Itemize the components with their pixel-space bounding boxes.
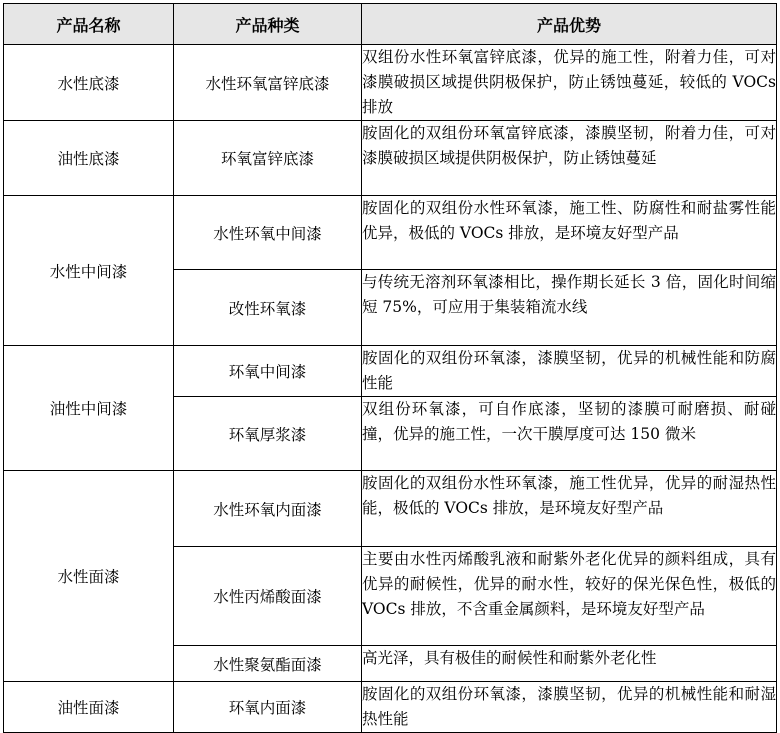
table-row bbox=[4, 121, 777, 196]
table-row bbox=[4, 346, 777, 397]
product-kind-cell: 环氧内面漆 bbox=[174, 682, 362, 733]
product-name-cell: 油性中间漆 bbox=[4, 346, 174, 471]
product-advantage-cell: 胺固化的双组份环氧漆，漆膜坚韧，优异的机械性能和耐湿热性能 bbox=[362, 682, 777, 733]
product-kind-cell: 水性环氧中间漆 bbox=[174, 196, 362, 270]
product-name-cell: 水性底漆 bbox=[4, 45, 174, 121]
header-product-advantage: 产品优势 bbox=[362, 4, 777, 45]
table-row bbox=[4, 45, 777, 121]
product-advantage-cell: 高光泽，具有极佳的耐候性和耐紫外老化性 bbox=[362, 646, 777, 682]
product-table bbox=[3, 3, 777, 733]
product-kind-cell: 环氧中间漆 bbox=[174, 346, 362, 397]
product-kind-cell: 改性环氧漆 bbox=[174, 270, 362, 346]
product-kind-cell: 水性丙烯酸面漆 bbox=[174, 547, 362, 646]
product-advantage-cell: 双组份水性环氧富锌底漆，优异的施工性，附着力佳，可对漆膜破损区域提供阴极保护，防止锈蚀蔓延，较低的 VOCs 排放 bbox=[362, 45, 777, 121]
product-kind-cell: 水性环氧富锌底漆 bbox=[174, 45, 362, 121]
product-kind-cell: 环氧富锌底漆 bbox=[174, 121, 362, 196]
product-name-cell: 油性底漆 bbox=[4, 121, 174, 196]
product-advantage-cell: 主要由水性丙烯酸乳液和耐紫外老化优异的颜料组成，具有优异的耐候性，优异的耐水性，较好的保光保色性，极低的 VOCs 排放，不含重金属颜料，是环境友好型产品 bbox=[362, 547, 777, 646]
header-product-name: 产品名称 bbox=[4, 4, 174, 45]
table-row bbox=[4, 471, 777, 547]
product-name-cell: 水性面漆 bbox=[4, 471, 174, 682]
product-kind-cell: 水性环氧内面漆 bbox=[174, 471, 362, 547]
product-name-cell: 水性中间漆 bbox=[4, 196, 174, 346]
product-advantage-cell: 胺固化的双组份水性环氧漆，施工性优异，优异的耐湿热性能，极低的 VOCs 排放，是环境友好型产品 bbox=[362, 471, 777, 547]
product-kind-cell: 环氧厚浆漆 bbox=[174, 397, 362, 471]
product-advantage-cell: 与传统无溶剂环氧漆相比，操作期长延长 3 倍，固化时间缩短 75%，可应用于集装箱流水线 bbox=[362, 270, 777, 346]
table-row bbox=[4, 196, 777, 270]
header-product-kind: 产品种类 bbox=[174, 4, 362, 45]
table-row bbox=[4, 682, 777, 733]
product-advantage-cell: 胺固化的双组份环氧漆，漆膜坚韧，优异的机械性能和防腐性能 bbox=[362, 346, 777, 397]
product-advantage-cell: 胺固化的双组份水性环氧漆，施工性、防腐性和耐盐雾性能优异，极低的 VOCs 排放，是环境友好型产品 bbox=[362, 196, 777, 270]
product-name-cell: 油性面漆 bbox=[4, 682, 174, 733]
product-kind-cell: 水性聚氨酯面漆 bbox=[174, 646, 362, 682]
header-row bbox=[4, 4, 777, 45]
product-advantage-cell: 胺固化的双组份环氧富锌底漆，漆膜坚韧，附着力佳，可对漆膜破损区域提供阴极保护，防止锈蚀蔓延 bbox=[362, 121, 777, 196]
product-advantage-cell: 双组份环氧漆，可自作底漆，坚韧的漆膜可耐磨损、耐碰撞，优异的施工性，一次干膜厚度可达 150 微米 bbox=[362, 397, 777, 471]
